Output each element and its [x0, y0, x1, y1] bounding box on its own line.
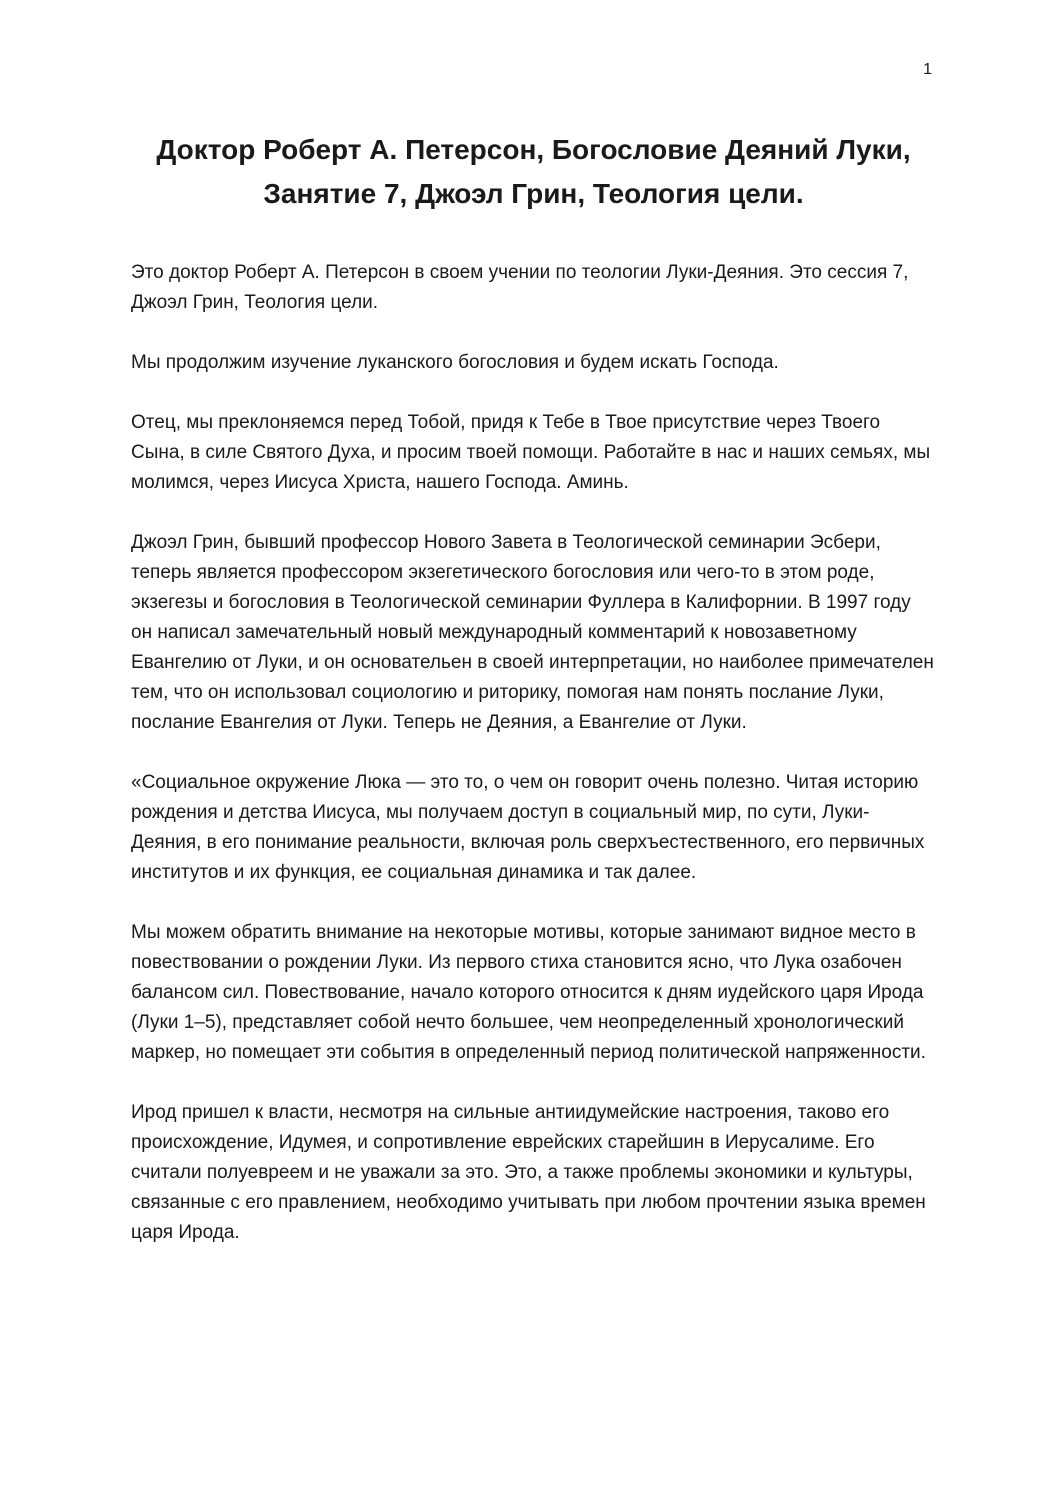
paragraph-herod: Ирод пришел к власти, несмотря на сильные антиидумейские настроения, таково его происхождение, Идумея, и сопротивление еврейских старейшин в Иерусалиме. Его считали полуевреем и не уважали за это. Это, а также проблемы экономики и культуры, связанные с его правлением, необходимо учитывать при любом прочтении языка времен царя Ирода. — [131, 1102, 926, 1243]
paragraph-social-setting-quote: «Социальное окружение Люка — это то, о чем он говорит очень полезно. Читая историю рождения и детства Иисуса, мы получаем доступ в социальный мир, по сути, Луки-Деяния, в его понимание реальности, включая роль сверхъестественного, его первичных институтов и их функция, ее социальная динамика и так далее. — [131, 772, 925, 883]
page-number: 1 — [923, 61, 932, 78]
title-line-2: Занятие 7, Джоэл Грин, Теология цели. — [263, 178, 804, 209]
paragraph-continue-study: Мы продолжим изучение луканского богословия и будем искать Господа. — [131, 352, 779, 373]
paragraph-joel-green-bio: Джоэл Грин, бывший профессор Нового Завета в Теологической семинарии Эсбери, теперь является профессором экзегетического богословия или чего-то в этом роде, экзегезы и богословия в Теологической семинарии Фуллера в Калифорнии. В 1997 году он написал замечательный новый международный комментарий к новозаветному Евангелию от Луки, и он основательен в своей интерпретации, но наиболее примечателен тем, что он использовал социологию и риторику, помогая нам понять послание Луки, послание Евангелия от Луки. Теперь не Деяния, а Евангелие от Луки. — [131, 532, 934, 733]
paragraph-prayer: Отец, мы преклоняемся перед Тобой, придя к Тебе в Твое присутствие через Твоего Сына, в силе Святого Духа, и просим твоей помощи. Работайте в нас и наших семьях, мы молимся, через Иисуса Христа, нашего Господа. Аминь. — [131, 412, 931, 493]
title-line-1: Доктор Роберт А. Петерсон, Богословие Деяний Луки, — [156, 134, 911, 165]
document-content — [131, 128, 936, 1278]
paragraph-intro: Это доктор Роберт А. Петерсон в своем учении по теологии Луки-Деяния. Это сессия 7, Джоэл Грин, Теология цели. — [131, 262, 909, 313]
paragraph-birth-narrative-motifs: Мы можем обратить внимание на некоторые мотивы, которые занимают видное место в повествовании о рождении Луки. Из первого стиха становится ясно, что Лука озабочен балансом сил. Повествование, начало которого относится к дням иудейского царя Ирода (Луки 1–5), представляет собой нечто большее, чем неопределенный хронологический маркер, но помещает эти события в определенный период политической напряженности. — [131, 922, 926, 1063]
document-title — [131, 128, 936, 216]
